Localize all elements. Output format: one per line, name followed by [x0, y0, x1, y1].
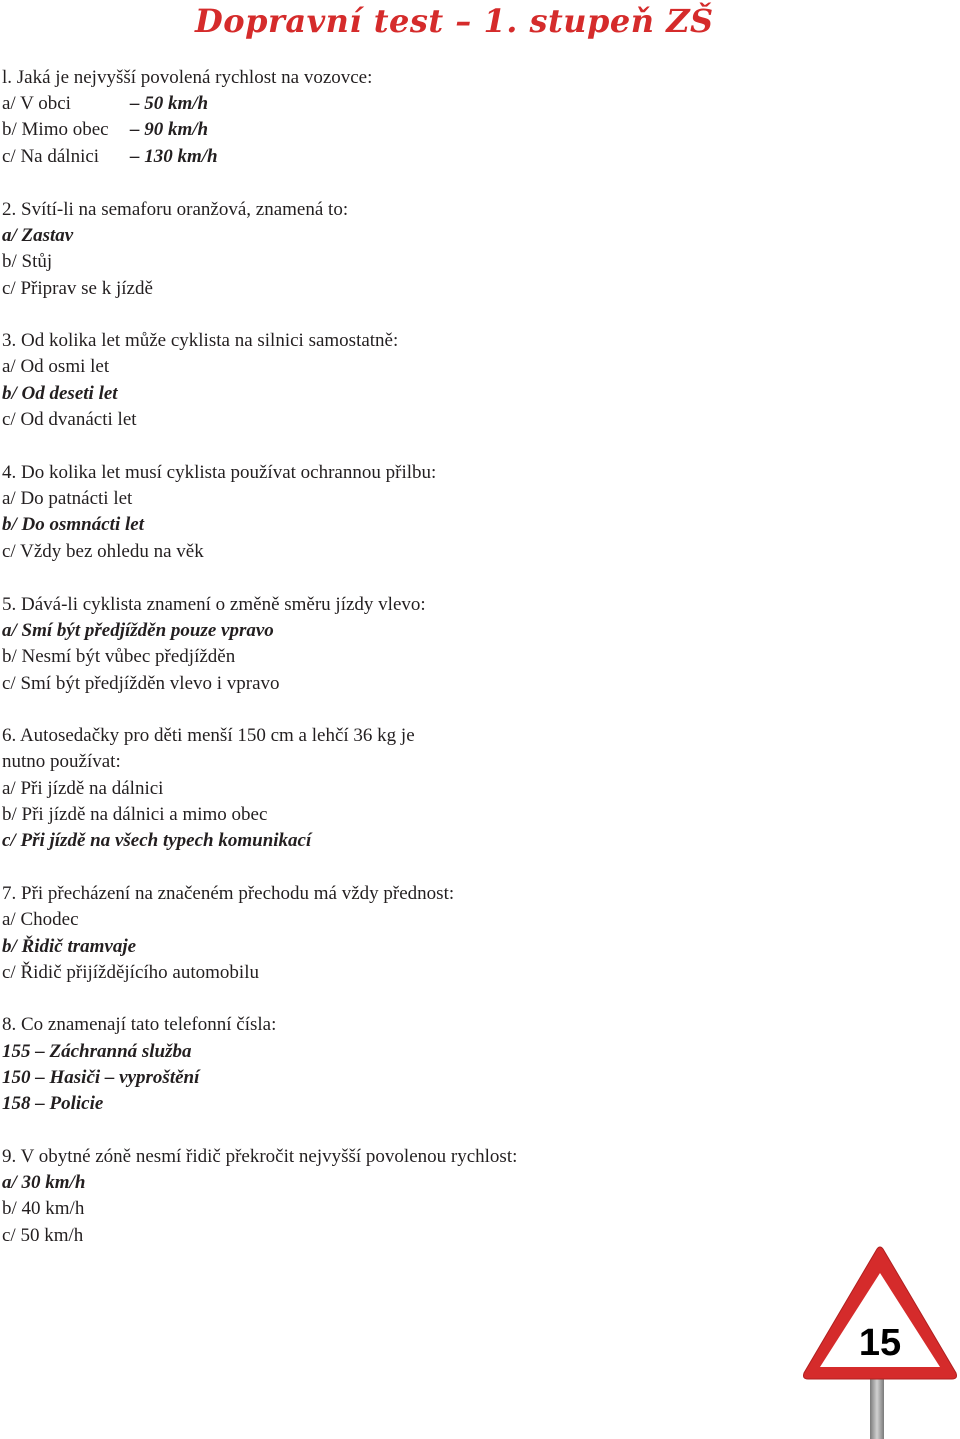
question-2-option-b: b/ Stůj: [2, 251, 53, 272]
option-value: – 130 km/h: [130, 146, 218, 167]
question-7: 7. Při přecházení na značeném přechodu má vždy přednost:: [2, 883, 455, 904]
question-2-option-c: c/ Připrav se k jízdě: [2, 278, 153, 299]
question-3-option-c: c/ Od dvanácti let: [2, 409, 137, 430]
question-4-option-b-correct: b/ Do osmnácti let: [2, 514, 144, 535]
option-value: – 50 km/h: [130, 93, 209, 114]
page-title: Dopravní test – 1. stupeň ZŠ: [195, 2, 714, 40]
question-6-line-2: nutno používat:: [2, 751, 121, 772]
question-6-option-b: b/ Při jízdě na dálnici a mimo obec: [2, 804, 268, 825]
question-9: 9. V obytné zóně nesmí řidič překročit nejvyšší povolenou rychlost:: [2, 1146, 518, 1167]
question-3: 3. Od kolika let může cyklista na silnici samostatně:: [2, 330, 399, 351]
question-6-option-c-correct: c/ Při jízdě na všech typech komunikací: [2, 830, 312, 851]
warning-sign-icon: [800, 1245, 960, 1439]
question-1-option-a: [2, 92, 209, 116]
question-5-option-c: c/ Smí být předjížděn vlevo i vpravo: [2, 673, 280, 694]
question-4-option-a: a/ Do patnácti let: [2, 488, 133, 509]
question-1-option-b: [2, 118, 209, 142]
question-4-option-c: c/ Vždy bez ohledu na věk: [2, 541, 204, 562]
question-6-option-a: a/ Při jízdě na dálnici: [2, 778, 164, 799]
question-6-line-1: 6. Autosedačky pro děti menší 150 cm a lehčí 36 kg je: [2, 725, 415, 746]
option-label: a/ V obci: [2, 93, 71, 114]
question-9-option-b: b/ 40 km/h: [2, 1198, 85, 1219]
option-value: – 90 km/h: [130, 119, 209, 140]
question-3-option-b-correct: b/ Od deseti let: [2, 383, 118, 404]
question-7-option-c: c/ Řidič přijíždějícího automobilu: [2, 962, 259, 983]
sign-number: 15: [858, 1322, 902, 1364]
question-1-option-c: [2, 145, 218, 169]
question-8-answer-158: 158 – Policie: [2, 1093, 104, 1114]
question-1: l. Jaká je nejvyšší povolená rychlost na vozovce:: [2, 67, 373, 88]
question-9-option-c: c/ 50 km/h: [2, 1225, 84, 1246]
question-8-answer-150: 150 – Hasiči – vyproštění: [2, 1067, 200, 1088]
option-label: c/ Na dálnici: [2, 146, 100, 167]
question-7-option-a: a/ Chodec: [2, 909, 79, 930]
question-2-option-a-correct: a/ Zastav: [2, 225, 74, 246]
question-4: 4. Do kolika let musí cyklista používat ochrannou přilbu:: [2, 462, 437, 483]
question-9-option-a-correct: a/ 30 km/h: [2, 1172, 86, 1193]
question-5-option-b: b/ Nesmí být vůbec předjížděn: [2, 646, 236, 667]
question-5-option-a-correct: a/ Smí být předjížděn pouze vpravo: [2, 620, 274, 641]
question-2: 2. Svítí-li na semaforu oranžová, znamená to:: [2, 199, 349, 220]
option-label: b/ Mimo obec: [2, 119, 109, 140]
question-5: 5. Dává-li cyklista znamení o změně směru jízdy vlevo:: [2, 594, 426, 615]
question-7-option-b-correct: b/ Řidič tramvaje: [2, 936, 137, 957]
question-3-option-a: a/ Od osmi let: [2, 356, 110, 377]
question-8-answer-155: 155 – Záchranná služba: [2, 1041, 192, 1062]
question-8: 8. Co znamenají tato telefonní čísla:: [2, 1014, 277, 1035]
